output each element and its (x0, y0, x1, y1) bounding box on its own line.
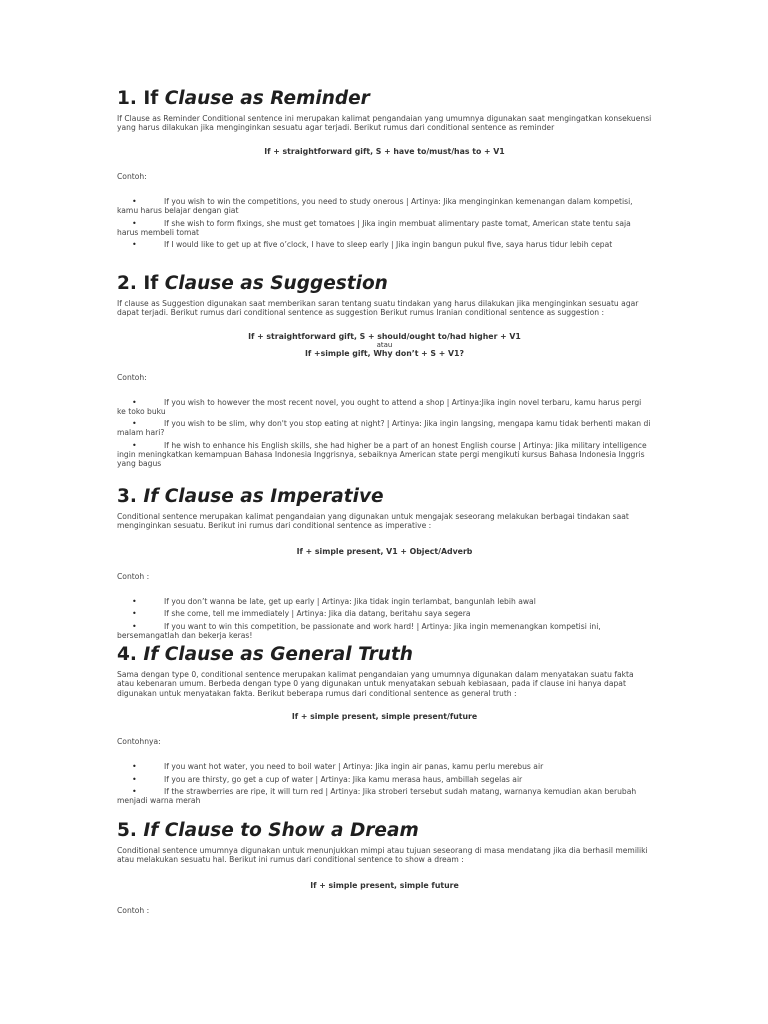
section-3-examples (117, 597, 652, 640)
section-5 (117, 820, 652, 915)
section-3-heading: 3. If Clause as Imperative (117, 486, 384, 507)
bullet-icon: • (132, 762, 137, 772)
section-3-contoh-label: Contoh : (117, 572, 150, 582)
bullet-icon: • (132, 609, 137, 619)
bullet-icon: • (132, 440, 137, 450)
section-4-formula: If + simple present, simple present/future (291, 711, 478, 721)
list-item: • If I would like to get up at five o’clock, I have to sleep early | Jika ingin bangun pukul five, saya harus tidur lebih cepat (132, 240, 613, 250)
list-item: • If he wish to enhance his English skills, she had higher be a part of an honest English course | Artinya: Jika military intelligence ingin meningkatkan kemampuan Bahasa Indonesia Inggrisnya, sebaiknya American state pergi mengikuti kursus Bahasa Indonesia Inggris yang bagus (117, 440, 647, 469)
section-2-heading: 2. If Clause as Suggestion (117, 273, 388, 294)
section-3-formula: If + simple present, V1 + Object/Adverb (296, 546, 473, 556)
bullet-icon: • (132, 774, 137, 784)
section-1 (117, 88, 652, 253)
section-1-examples (117, 197, 652, 249)
bullet-icon: • (132, 419, 137, 429)
section-2-intro: If clause as Suggestion digunakan saat memberikan saran tentang suatu tindakan yang harus dilakukan jika menginginkan sesuatu agar dapat terjadi. Berikut rumus dari conditional sentence as suggestion Berikut rumus Iranian conditional sentence as suggestion : (117, 299, 639, 318)
section-5-formula: If + simple present, simple future (310, 880, 459, 890)
section-2-formula-alt: If +simple gift, Why don’t + S + V1? (305, 349, 464, 359)
list-item: • If you want to win this competition, be passionate and work hard! | Artinya: Jika ingin memenangkan kompetisi ini, bersemangatlah dan bekerja keras! (117, 621, 601, 640)
list-item: • If you are thirsty, go get a cup of water | Artinya: Jika kamu merasa haus, ambillah segelas air (132, 774, 523, 784)
section-4-contoh-label: Contohnya: (117, 737, 161, 747)
list-item: • If the strawberries are ripe, it will turn red | Artinya: Jika stroberi tersebut sudah matang, warnanya kemudian akan berubah menjadi warna merah (117, 786, 637, 806)
list-item: • If you wish to win the competitions, you need to study onerous | Artinya: Jika menginginkan kemenangan dalam kompetisi, kamu harus belajar dengan giat (117, 197, 633, 216)
list-item: • If you want hot water, you need to boil water | Artinya: Jika ingin air panas, kamu perlu merebus air (132, 762, 544, 772)
list-item: • If she wish to form fixings, she must get tomatoes | Jika ingin membuat alimentary paste tomat, American state tentu saja harus membeli tomat (117, 218, 631, 237)
section-4-heading: 4. If Clause as General Truth (117, 644, 413, 665)
list-item: • If you don’t wanna be late, get up early | Artinya: Jika tidak ingin terlambat, bangunlah lebih awal (132, 597, 536, 607)
list-item: • If she come, tell me immediately | Artinya: Jika dia datang, beritahu saya segera (132, 609, 471, 619)
bullet-icon: • (132, 218, 137, 228)
section-2 (117, 273, 652, 472)
section-1-contoh-label: Contoh: (117, 172, 147, 182)
section-4-examples (117, 762, 652, 805)
bullet-icon: • (132, 397, 137, 407)
section-1-formula: If + straightforward gift, S + have to/must/has to + V1 (264, 146, 505, 156)
section-5-contoh-label: Contoh : (117, 906, 150, 916)
section-2-formula: If + straightforward gift, S + should/ought to/had higher + V1 (248, 331, 521, 341)
section-2-examples (117, 398, 652, 469)
section-1-heading: 1. If Clause as Reminder (117, 88, 370, 109)
section-5-intro: Conditional sentence umumnya digunakan untuk menunjukkan mimpi atau tujuan seseorang di masa mendatang jika dia berhasil memiliki atau melakukan sesuatu hal. Berikut ini rumus dari conditional sentence to show a dream : (117, 846, 648, 865)
bullet-icon: • (132, 786, 137, 796)
bullet-icon: • (132, 197, 137, 207)
bullet-icon: • (132, 240, 137, 250)
section-5-heading: 5. If Clause to Show a Dream (117, 820, 419, 841)
section-4 (117, 644, 652, 809)
section-3-intro: Conditional sentence merupakan kalimat pengandaian yang digunakan untuk mengajak seseorang melakukan berbagai tindakan saat menginginkan sesuatu. Berikut ini rumus dari conditional sentence as imperative : (117, 512, 629, 531)
bullet-icon: • (132, 597, 137, 607)
list-item: • If you wish to be slim, why don't you stop eating at night? | Artinya: Jika ingin langsing, mengapa kamu tidak berhenti makan di malam hari? (117, 419, 651, 438)
section-2-formula-or: atau (376, 341, 393, 350)
section-4-intro: Sama dengan type 0, conditional sentence merupakan kalimat pengandaian yang umumnya digunakan dalam menyatakan suatu fakta atau kebenaran umum. Berbeda dengan type 0 yang digunakan untuk menyatakan sebuah kebiasaan, pada if clause ini hanya dapat digunakan untuk menyatakan fakta. Berikut beberapa rumus dari conditional sentence as general truth : (117, 670, 634, 698)
bullet-icon: • (132, 621, 137, 631)
section-1-intro: If Clause as Reminder Conditional sentence ini merupakan kalimat pengandaian yang umumnya digunakan saat mengingatkan konsekuensi yang harus dilakukan jika menginginkan sesuatu agar terjadi. Berikut rumus dari conditional sentence as reminder (117, 114, 652, 133)
list-item: • If you wish to however the most recent novel, you ought to attend a shop | Artinya:Jika ingin novel terbaru, kamu harus pergi ke toko buku (117, 397, 642, 416)
section-2-contoh-label: Contoh: (117, 372, 147, 382)
section-3 (117, 486, 652, 643)
